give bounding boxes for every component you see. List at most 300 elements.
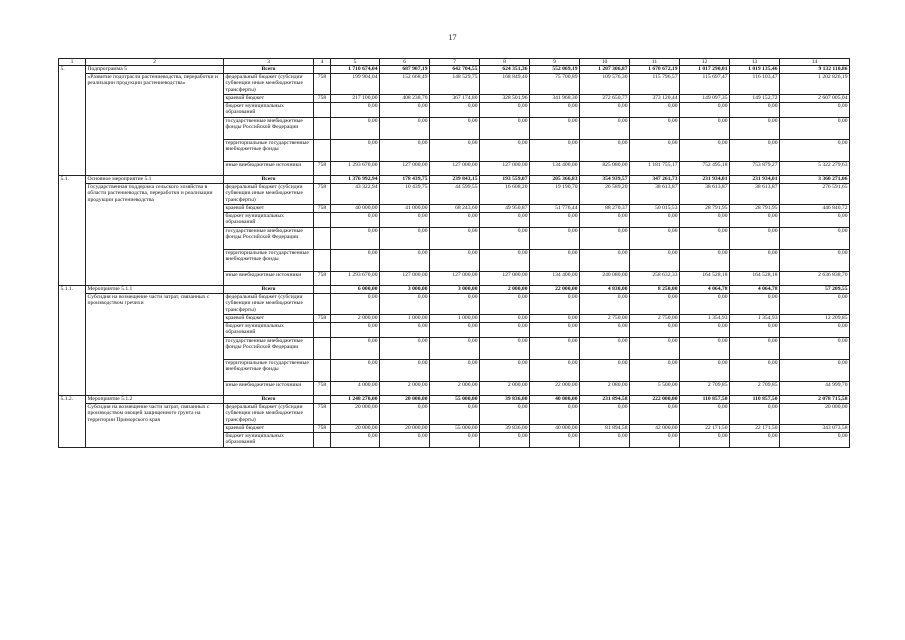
funding-source-label: территориальные государственные внебюджетные фонды [224,140,314,162]
administrator-code [314,433,331,448]
column-number-2: 2 [86,59,224,66]
year-amount-cell: 0,00 [730,118,780,140]
year-amount-cell: 164 528,18 [730,272,780,286]
funding-source-label: бюджет муниципальных образований [224,323,314,338]
year-amount-cell: 39 836,00 [480,396,530,404]
year-amount-cell: 0,00 [630,404,680,425]
column-number-8: 8 [480,59,530,66]
year-amount-cell: 1 710 674,04 [331,66,380,74]
total-amount-cell: 0,00 [780,213,850,228]
year-amount-cell: 20 000,00 [380,396,430,404]
total-amount-cell: 0,00 [780,294,850,315]
funding-source-label: государственные внебюджетные фонды Российской Федерации [224,228,314,250]
year-amount-cell: 0,00 [380,433,430,448]
year-amount-cell: 127 000,00 [380,162,430,176]
funding-source-label: федеральный бюджет (субсидии субвенции иные межбюджетные трансферты) [224,404,314,425]
year-amount-cell: 0,00 [331,294,380,315]
year-amount-cell: 0,00 [380,338,430,360]
year-amount-cell: 0,00 [730,338,780,360]
section-total-row [59,66,850,74]
section-title: Подпрограмма 5 [86,66,224,74]
year-amount-cell: 19 190,70 [530,184,580,205]
administrator-code [314,396,331,404]
administrator-code: 758 [314,404,331,425]
year-amount-cell: 0,00 [630,213,680,228]
year-amount-cell: 0,00 [630,294,680,315]
year-amount-cell: 0,00 [430,250,480,272]
year-amount-cell: 1 000,00 [380,315,430,323]
year-amount-cell: 2 709,85 [680,382,730,396]
year-amount-cell: 1 017 290,01 [680,66,730,74]
column-number-6: 6 [380,59,430,66]
year-amount-cell: 825 080,00 [580,162,630,176]
funding-source-row [59,294,850,315]
total-amount-cell: 2 607 005,04 [780,95,850,103]
total-amount-cell: 2 636 838,70 [780,272,850,286]
year-amount-cell: 4 000,00 [331,382,380,396]
year-amount-cell: 0,00 [331,323,380,338]
total-amount-cell: 446 840,72 [780,205,850,213]
year-amount-cell: 193 559,07 [480,176,530,184]
administrator-code [314,118,331,140]
administrator-code [314,103,331,118]
year-amount-cell: 222 000,00 [630,396,680,404]
year-amount-cell: 328 501,96 [480,95,530,103]
year-amount-cell: 0,00 [630,140,680,162]
year-amount-cell: 0,00 [730,103,780,118]
year-amount-cell: 2 000,00 [480,382,530,396]
year-amount-cell: 0,00 [680,250,730,272]
year-amount-cell: 753 879,27 [730,162,780,176]
year-amount-cell: 408 238,70 [380,95,430,103]
year-amount-cell: 240 080,00 [580,272,630,286]
year-amount-cell: 127 000,00 [480,162,530,176]
total-amount-cell: 0,00 [780,323,850,338]
year-amount-cell: 0,00 [480,140,530,162]
year-amount-cell: 258 632,33 [630,272,680,286]
year-amount-cell: 239 843,15 [430,176,480,184]
section-index: 5.1.1. [59,286,86,396]
year-amount-cell: 0,00 [480,103,530,118]
section-description: Государственная поддержка сельского хозяйства в области растениеводства, переработки и реализации продукции растениеводства [86,184,224,286]
administrator-code: 758 [314,425,331,433]
year-amount-cell: 2 080,00 [580,382,630,396]
year-amount-cell: 0,00 [380,323,430,338]
section-total-row [59,176,850,184]
year-amount-cell: 0,00 [580,118,630,140]
year-amount-cell: 1 293 670,00 [331,162,380,176]
year-amount-cell: 0,00 [530,338,580,360]
year-amount-cell: 0,00 [380,140,430,162]
funding-source-label: бюджет муниципальных образований [224,103,314,118]
funding-source-label: бюджет муниципальных образований [224,213,314,228]
year-amount-cell: 0,00 [530,140,580,162]
year-amount-cell: 22 000,00 [530,286,580,294]
administrator-code [314,213,331,228]
column-number-12: 12 [680,59,730,66]
year-amount-cell: 88 270,37 [580,205,630,213]
year-amount-cell: 0,00 [680,140,730,162]
column-number-14: 14 [780,59,850,66]
year-amount-cell: 0,00 [580,250,630,272]
budget-table-sheet [58,58,849,448]
year-amount-cell: 0,00 [680,118,730,140]
year-amount-cell: 110 857,50 [680,396,730,404]
year-amount-cell: 0,00 [480,118,530,140]
funding-source-label: федеральный бюджет (субсидии субвенции иные межбюджетные трансферты) [224,294,314,315]
year-amount-cell: 217 100,00 [331,95,380,103]
year-amount-cell: 49 950,87 [480,205,530,213]
year-amount-cell: 0,00 [530,323,580,338]
year-amount-cell: 367 174,80 [430,95,480,103]
year-amount-cell: 22 171,50 [730,425,780,433]
year-amount-cell: 0,00 [630,228,680,250]
year-amount-cell: 50 015,53 [630,205,680,213]
year-amount-cell: 22 000,00 [530,382,580,396]
year-amount-cell: 0,00 [331,250,380,272]
year-amount-cell: 231 934,01 [730,176,780,184]
year-amount-cell: 0,00 [630,323,680,338]
year-amount-cell: 149 152,72 [730,95,780,103]
year-amount-cell: 0,00 [430,294,480,315]
year-amount-cell: 134 400,00 [530,272,580,286]
year-amount-cell: 347 261,73 [630,176,680,184]
year-amount-cell: 0,00 [331,228,380,250]
total-amount-cell: 57 209,55 [780,286,850,294]
year-amount-cell: 4 064,78 [730,286,780,294]
year-amount-cell: 0,00 [630,118,680,140]
year-amount-cell: 38 613,87 [630,184,680,205]
year-amount-cell: 28 791,95 [730,205,780,213]
year-amount-cell: 81 894,58 [580,425,630,433]
year-amount-cell: 40 000,00 [331,205,380,213]
total-amount-cell: 0,00 [780,360,850,382]
year-amount-cell: 0,00 [730,433,780,448]
year-amount-cell: 0,00 [480,250,530,272]
year-amount-cell: 0,00 [331,213,380,228]
section-index: 5.1. [59,176,86,286]
year-amount-cell: 40 000,00 [530,396,580,404]
funding-source-label: Всего [224,286,314,294]
funding-source-row [59,74,850,95]
section-title: Мероприятие 5.1.2 [86,396,224,404]
year-amount-cell: 0,00 [430,338,480,360]
year-amount-cell: 0,00 [430,360,480,382]
year-amount-cell: 0,00 [480,404,530,425]
total-amount-cell: 0,00 [780,140,850,162]
total-amount-cell: 0,00 [780,118,850,140]
year-amount-cell: 28 791,95 [680,205,730,213]
year-amount-cell: 116 103,47 [730,74,780,95]
column-number-header-row [59,59,850,66]
year-amount-cell: 0,00 [380,213,430,228]
total-amount-cell: 0,00 [780,250,850,272]
year-amount-cell: 0,00 [580,213,630,228]
total-amount-cell: 343 073,58 [780,425,850,433]
year-amount-cell: 231 894,58 [580,396,630,404]
year-amount-cell: 0,00 [580,228,630,250]
funding-source-label: федеральный бюджет (субсидии субвенции иные межбюджетные трансферты) [224,184,314,205]
year-amount-cell: 38 613,87 [730,184,780,205]
year-amount-cell: 4 830,00 [580,286,630,294]
year-amount-cell: 0,00 [730,140,780,162]
year-amount-cell: 0,00 [730,250,780,272]
year-amount-cell: 0,00 [430,228,480,250]
year-amount-cell: 10 439,75 [380,184,430,205]
administrator-code: 758 [314,205,331,213]
section-description: Субсидия на возмещение части затрат, связанных с производством овощей защищенного грунта на территории Приморского края [86,404,224,448]
year-amount-cell: 0,00 [680,338,730,360]
year-amount-cell: 0,00 [530,433,580,448]
year-amount-cell: 168 849,40 [480,74,530,95]
year-amount-cell: 0,00 [380,404,430,425]
administrator-code: 758 [314,184,331,205]
year-amount-cell: 205 366,83 [530,176,580,184]
column-number-11: 11 [630,59,680,66]
year-amount-cell: 0,00 [380,250,430,272]
year-amount-cell: 0,00 [680,103,730,118]
year-amount-cell: 0,00 [580,433,630,448]
funding-source-label: территориальные государственные внебюджетные фонды [224,360,314,382]
year-amount-cell: 0,00 [331,433,380,448]
funding-source-label: краевой бюджет [224,95,314,103]
total-amount-cell: 276 591,65 [780,184,850,205]
year-amount-cell: 0,00 [730,213,780,228]
year-amount-cell: 39 836,00 [480,425,530,433]
year-amount-cell: 0,00 [580,404,630,425]
administrator-code: 758 [314,95,331,103]
year-amount-cell: 1 019 135,46 [730,66,780,74]
year-amount-cell: 0,00 [680,360,730,382]
year-amount-cell: 199 904,04 [331,74,380,95]
column-number-3: 3 [224,59,314,66]
administrator-code: 758 [314,74,331,95]
total-amount-cell: 0,00 [780,228,850,250]
year-amount-cell: 22 171,50 [680,425,730,433]
year-amount-cell: 115 796,57 [630,74,680,95]
column-number-1: 1 [59,59,86,66]
year-amount-cell: 0,00 [331,118,380,140]
year-amount-cell: 2 000,00 [480,286,530,294]
year-amount-cell: 0,00 [380,294,430,315]
year-amount-cell: 0,00 [430,404,480,425]
year-amount-cell: 0,00 [680,404,730,425]
year-amount-cell: 0,00 [530,250,580,272]
total-amount-cell: 20 000,00 [780,404,850,425]
column-number-4: 4 [314,59,331,66]
total-amount-cell: 0,00 [780,433,850,448]
year-amount-cell: 1 248 270,00 [331,396,380,404]
year-amount-cell: 0,00 [530,213,580,228]
year-amount-cell: 20 000,00 [331,425,380,433]
year-amount-cell: 134 400,00 [530,162,580,176]
year-amount-cell: 0,00 [580,360,630,382]
section-index: 5. [59,66,86,176]
year-amount-cell: 0,00 [480,338,530,360]
year-amount-cell: 2 000,00 [380,382,430,396]
section-title: Мероприятие 5.1.1 [86,286,224,294]
funding-source-label: иные внебюджетные источники [224,162,314,176]
year-amount-cell: 0,00 [680,228,730,250]
year-amount-cell: 40 000,00 [530,425,580,433]
year-amount-cell: 0,00 [730,294,780,315]
year-amount-cell: 1 354,93 [680,315,730,323]
column-number-13: 13 [730,59,780,66]
funding-source-label: иные внебюджетные источники [224,272,314,286]
year-amount-cell: 0,00 [680,323,730,338]
year-amount-cell: 0,00 [530,360,580,382]
funding-source-label: Всего [224,66,314,74]
year-amount-cell: 1 354,93 [730,315,780,323]
column-number-10: 10 [580,59,630,66]
year-amount-cell: 624 351,36 [480,66,530,74]
year-amount-cell: 42 000,00 [630,425,680,433]
section-description: Субсидия на возмещение части затрат, связанных с производством гречихи [86,294,224,396]
year-amount-cell: 1 181 755,17 [630,162,680,176]
total-amount-cell: 3 360 271,06 [780,176,850,184]
column-number-5: 5 [331,59,380,66]
year-amount-cell: 0,00 [580,294,630,315]
year-amount-cell: 0,00 [380,360,430,382]
year-amount-cell: 0,00 [530,228,580,250]
year-amount-cell: 341 968,30 [530,95,580,103]
funding-source-label: краевой бюджет [224,425,314,433]
year-amount-cell: 552 069,19 [530,66,580,74]
year-amount-cell: 68 243,60 [430,205,480,213]
year-amount-cell: 149 097,35 [680,95,730,103]
year-amount-cell: 109 576,30 [580,74,630,95]
year-amount-cell: 0,00 [680,294,730,315]
total-amount-cell: 12 209,85 [780,315,850,323]
year-amount-cell: 752 495,18 [680,162,730,176]
year-amount-cell: 0,00 [480,323,530,338]
year-amount-cell: 272 650,77 [580,95,630,103]
year-amount-cell: 2 750,00 [580,315,630,323]
year-amount-cell: 55 000,00 [430,425,480,433]
year-amount-cell: 0,00 [480,294,530,315]
year-amount-cell: 0,00 [380,118,430,140]
year-amount-cell: 2 000,00 [331,315,380,323]
administrator-code: 758 [314,162,331,176]
column-number-9: 9 [530,59,580,66]
administrator-code [314,294,331,315]
year-amount-cell: 41 000,00 [380,205,430,213]
year-amount-cell: 5 500,00 [630,382,680,396]
year-amount-cell: 178 439,75 [380,176,430,184]
year-amount-cell: 1 376 992,94 [331,176,380,184]
year-amount-cell: 43 322,94 [331,184,380,205]
year-amount-cell: 4 064,78 [680,286,730,294]
year-amount-cell: 0,00 [480,228,530,250]
section-total-row [59,396,850,404]
year-amount-cell: 0,00 [480,213,530,228]
year-amount-cell: 0,00 [580,338,630,360]
year-amount-cell: 0,00 [430,213,480,228]
year-amount-cell: 148 529,75 [430,74,480,95]
total-amount-cell: 0,00 [780,103,850,118]
year-amount-cell: 0,00 [331,338,380,360]
year-amount-cell: 0,00 [530,315,580,323]
year-amount-cell: 0,00 [630,250,680,272]
funding-source-label: иные внебюджетные источники [224,382,314,396]
year-amount-cell: 6 000,00 [331,286,380,294]
year-amount-cell: 0,00 [530,118,580,140]
year-amount-cell: 127 000,00 [430,162,480,176]
year-amount-cell: 127 000,00 [430,272,480,286]
year-amount-cell: 0,00 [630,338,680,360]
section-title: Основное мероприятие 5.1 [86,176,224,184]
year-amount-cell: 0,00 [480,315,530,323]
year-amount-cell: 0,00 [430,433,480,448]
year-amount-cell: 0,00 [730,323,780,338]
year-amount-cell: 0,00 [331,140,380,162]
total-amount-cell: 0,00 [780,338,850,360]
year-amount-cell: 0,00 [730,360,780,382]
year-amount-cell: 20 000,00 [380,425,430,433]
year-amount-cell: 3 000,00 [430,286,480,294]
funding-source-label: краевой бюджет [224,315,314,323]
year-amount-cell: 0,00 [430,323,480,338]
year-amount-cell: 231 934,01 [680,176,730,184]
funding-source-row [59,404,850,425]
year-amount-cell: 0,00 [580,323,630,338]
year-amount-cell: 373 120,44 [630,95,680,103]
administrator-code [314,338,331,360]
funding-source-label: Всего [224,176,314,184]
year-amount-cell: 642 704,55 [430,66,480,74]
funding-source-label: федеральный бюджет (субсидии субвенции иные межбюджетные трансферты) [224,74,314,95]
funding-source-row [59,184,850,205]
administrator-code [314,228,331,250]
year-amount-cell: 0,00 [680,433,730,448]
year-amount-cell: 2 000,00 [430,382,480,396]
year-amount-cell: 1 293 670,00 [331,272,380,286]
year-amount-cell: 0,00 [630,433,680,448]
year-amount-cell: 38 613,87 [680,184,730,205]
year-amount-cell: 16 608,20 [480,184,530,205]
total-amount-cell: 5 322 279,63 [780,162,850,176]
administrator-code [314,250,331,272]
total-amount-cell: 44 999,70 [780,382,850,396]
column-number-7: 7 [430,59,480,66]
year-amount-cell: 0,00 [380,228,430,250]
year-amount-cell: 115 697,47 [680,74,730,95]
year-amount-cell: 75 700,89 [530,74,580,95]
year-amount-cell: 1 207 306,87 [580,66,630,74]
funding-source-label: бюджет муниципальных образований [224,433,314,448]
administrator-code: 758 [314,382,331,396]
total-amount-cell: 9 132 110,86 [780,66,850,74]
year-amount-cell: 2 709,85 [730,382,780,396]
year-amount-cell: 0,00 [380,103,430,118]
section-total-row [59,286,850,294]
year-amount-cell: 0,00 [530,294,580,315]
administrator-code [314,286,331,294]
year-amount-cell: 110 857,50 [730,396,780,404]
year-amount-cell: 20 000,00 [331,404,380,425]
year-amount-cell: 0,00 [630,360,680,382]
year-amount-cell: 0,00 [480,433,530,448]
year-amount-cell: 354 939,57 [580,176,630,184]
year-amount-cell: 1 670 672,19 [630,66,680,74]
year-amount-cell: 127 000,00 [480,272,530,286]
year-amount-cell: 0,00 [430,118,480,140]
year-amount-cell: 0,00 [430,140,480,162]
year-amount-cell: 51 776,44 [530,205,580,213]
funding-source-label: Всего [224,396,314,404]
total-amount-cell: 2 078 715,58 [780,396,850,404]
total-amount-cell: 1 202 826,19 [780,74,850,95]
